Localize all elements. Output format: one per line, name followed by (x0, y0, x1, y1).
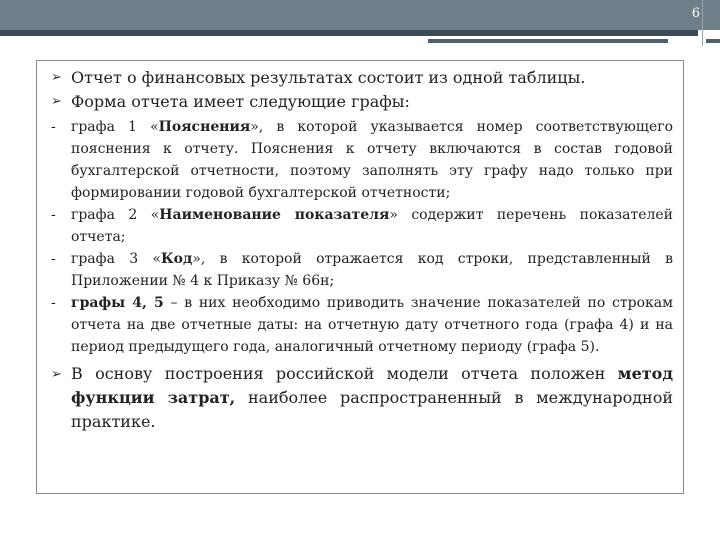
dash-marker: - (51, 207, 56, 223)
item-bold: Код (160, 251, 193, 267)
page-number: 6 (691, 6, 700, 21)
header-divider (702, 0, 703, 46)
arrow-bullet-icon: ➢ (51, 94, 62, 109)
final-lead: В основу построения российской модели отчета положен (71, 364, 618, 383)
column-item (51, 116, 673, 204)
accent-strip-right (706, 39, 720, 43)
item-rest: », в которой отражается код строки, представленный в Приложении № 4 к Приказу № 66н; (71, 251, 673, 289)
content-box (36, 60, 684, 494)
item-lead: графа 3 « (71, 251, 161, 267)
accent-bar (0, 30, 698, 36)
dash-marker: - (51, 251, 56, 267)
bullet-item (51, 67, 673, 88)
item-bold: Наименование показателя (159, 207, 390, 223)
final-rest: наиболее распространенный в международной практике. (71, 388, 674, 431)
item-lead: графа 1 « (71, 119, 159, 135)
item-rest: – в них необходимо приводить значение показателей по строкам отчета на две отчетные даты: на отчетную дату отчетного года (графа 4) и на период предыдущего года, аналогичный отчетному периоду (графа 5). (71, 295, 673, 355)
bullet-item (51, 362, 673, 434)
dash-marker: - (51, 119, 56, 135)
column-item (51, 292, 673, 358)
item-lead: графа 2 « (71, 207, 160, 223)
column-item (51, 248, 673, 292)
item-bold: Пояснения (158, 119, 251, 135)
column-item (51, 204, 673, 248)
final-bold: метод функции затрат, (71, 364, 673, 407)
bullet-text: Форма отчета имеет следующие графы: (71, 92, 410, 111)
bullet-text: Отчет о финансовых результатах состоит из одной таблицы. (71, 68, 586, 87)
item-rest: » содержит перечень показателей отчета; (71, 207, 674, 245)
arrow-bullet-icon: ➢ (51, 70, 62, 85)
dash-marker: - (51, 295, 56, 311)
item-rest: », в которой указывается номер соответствующего пояснения к отчету. Пояснения к отчету включаются в состав годовой бухгалтерской отчетности, поэтому заполнять эту графу надо только при формировании годовой бухгалтерской отчетности; (71, 119, 673, 201)
arrow-bullet-icon: ➢ (51, 367, 62, 382)
accent-strip (428, 39, 668, 43)
item-bold: графы 4, 5 (71, 295, 164, 311)
top-bar (0, 0, 720, 30)
bullet-item (51, 91, 673, 112)
